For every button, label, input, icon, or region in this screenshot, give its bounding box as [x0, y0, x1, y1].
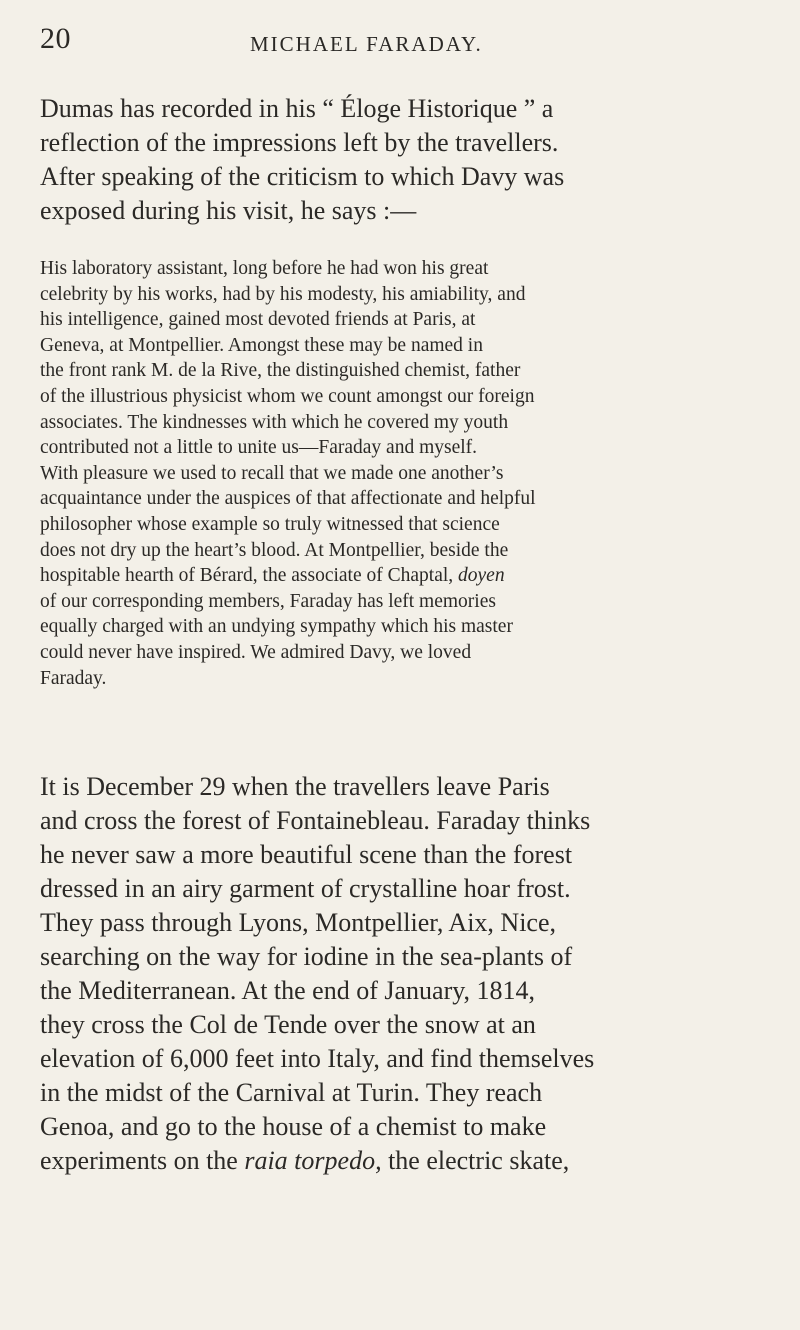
text-line: dressed in an airy garment of crystalline hoar frost.: [40, 874, 571, 903]
text-line: searching on the way for iodine in the sea-plants of: [40, 942, 573, 971]
text-line: and cross the forest of Fontainebleau. Faraday thinks: [40, 806, 591, 835]
quote-line: equally charged with an undying sympathy which his master: [40, 616, 513, 638]
paragraph-intro: [40, 92, 760, 228]
text-line: they cross the Col de Tende over the snow at an: [40, 1010, 536, 1039]
italic-term-raia-torpedo: raia torpedo,: [244, 1146, 382, 1175]
italic-term-doyen: doyen: [458, 565, 505, 587]
quote-line: philosopher whose example so truly witnessed that science: [40, 513, 500, 535]
text-segment: the electric skate,: [381, 1146, 570, 1175]
quote-text: hospitable hearth of Bérard, the associate of Chaptal,: [40, 565, 459, 587]
text-line: exposed during his visit, he says :—: [40, 196, 417, 225]
running-head: [40, 22, 760, 62]
quote-line: of our corresponding members, Faraday has left memories: [40, 590, 496, 612]
text-line: They pass through Lyons, Montpellier, Aix, Nice,: [40, 908, 557, 937]
block-quote: [40, 256, 760, 691]
text-line: the Mediterranean. At the end of January, 1814,: [40, 976, 536, 1005]
text-line: he never saw a more beautiful scene than the forest: [40, 840, 573, 869]
text-line: After speaking of the criticism to which Davy was: [40, 162, 565, 191]
text-line: [40, 1144, 760, 1178]
quote-line: his intelligence, gained most devoted friends at Paris, at: [40, 309, 476, 331]
text-line: reflection of the impressions left by the travellers.: [40, 128, 559, 157]
text-line: in the midst of the Carnival at Turin. They reach: [40, 1078, 543, 1107]
quote-line: acquaintance under the auspices of that affectionate and helpful: [40, 488, 536, 510]
page-number: 20: [40, 22, 71, 55]
quote-line: celebrity by his works, had by his modesty, his amiability, and: [40, 283, 526, 305]
quote-line: With pleasure we used to recall that we made one another’s: [40, 462, 504, 484]
quote-line: contributed not a little to unite us—Faraday and myself.: [40, 437, 478, 459]
quote-line: [40, 563, 760, 589]
quote-line: could never have inspired. We admired Davy, we loved: [40, 641, 472, 663]
text-line: Dumas has recorded in his “ Éloge Historique ” a: [40, 94, 554, 123]
paragraph-journey: [40, 770, 760, 1178]
quote-line: the front rank M. de la Rive, the distinguished chemist, father: [40, 360, 521, 382]
text-line: elevation of 6,000 feet into Italy, and find themselves: [40, 1044, 595, 1073]
quote-line: of the illustrious physicist whom we count amongst our foreign: [40, 385, 535, 407]
text-line: It is December 29 when the travellers leave Paris: [40, 772, 550, 801]
text-line: Genoa, and go to the house of a chemist to make: [40, 1112, 547, 1141]
quote-line: Geneva, at Montpellier. Amongst these may be named in: [40, 334, 483, 356]
running-title: MICHAEL FARADAY.: [250, 32, 483, 56]
quote-line: does not dry up the heart’s blood. At Montpellier, beside the: [40, 539, 509, 561]
text-segment: experiments on the: [40, 1146, 245, 1175]
quote-line: His laboratory assistant, long before he had won his great: [40, 258, 489, 279]
quote-line: Faraday.: [40, 667, 107, 689]
quote-line: associates. The kindnesses with which he covered my youth: [40, 411, 509, 433]
